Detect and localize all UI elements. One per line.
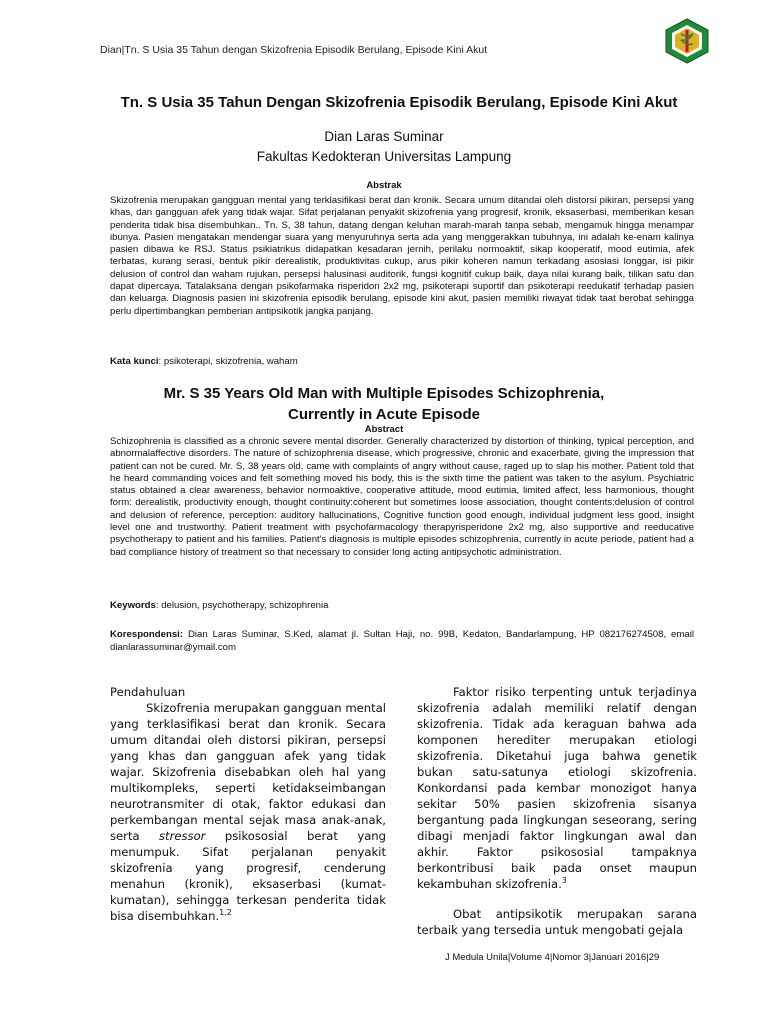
section-heading-introduction: Pendahuluan [110, 685, 186, 699]
antipsychotic-paragraph: Obat antipsikotik merupakan sarana terbaik yang tersedia untuk mengobati gejala [417, 907, 697, 937]
risk-factor-paragraph [417, 684, 697, 892]
running-head: Dian|Tn. S Usia 35 Tahun dengan Skizofrenia Episodik Berulang, Episode Kini Akut [100, 44, 488, 56]
page-footer: J Medula Unila|Volume 4|Nomor 3|Januari 2016|29 [445, 952, 660, 963]
correspondence [110, 628, 694, 654]
correspondence-label: Korespondensi: [110, 629, 184, 640]
correspondence-text: Dian Laras Suminar, S.Ked, alamat jl. Sultan Haji, no. 99B, Kedaton, Bandarlampung, HP 082176274508, email dianlarassuminar@ymail.com [110, 629, 694, 653]
keywords-en-value: : delusion, psychotherapy, schizophrenia [155, 600, 329, 611]
paper-title: Tn. S Usia 35 Tahun Dengan Skizofrenia Episodik Berulang, Episode Kini Akut [120, 94, 678, 111]
intro-text: Skizofrenia merupakan gangguan mental yang terklasifikasi berat dan kronik. Secara umum ditandai oleh distorsi pikiran, persepsi yang khas dan gangguan afek yang tidak wajar. Skizofrenia disebabkan oleh hal yang multikompleks, seperti ketidakseimbangan neurotransmiter di otak, faktor edukasi dan perkembangan mental sejak masa anak-anak, serta [110, 701, 386, 843]
right-column [417, 684, 697, 938]
citation-ref: 1,2 [219, 908, 232, 918]
affiliation: Fakultas Kedokteran Universitas Lampung [256, 149, 512, 164]
intro-paragraph-left [110, 700, 386, 924]
english-title-line1: Mr. S 35 Years Old Man with Multiple Episodes Schizophrenia, [163, 385, 605, 402]
english-abstract-heading: Abstract [364, 424, 404, 435]
keywords-label: Kata kunci [110, 356, 159, 367]
left-column [110, 684, 386, 924]
stressor-italic: stressor [159, 829, 206, 843]
risk-text: Faktor risiko terpenting untuk terjadinya skizofrenia adalah memiliki relatif dengan skizofrenia. Tidak ada keraguan bahwa ada komponen herediter merupakan etiologi skizofrenia. Diketahui juga bahwa genetik bukan satu-satunya etiologi skizofrenia. Konkordansi pada kembar monozigot hanya sekitar 50% pasien skizofrenia sisanya bergantung pada lingkungan seseorang, sering dibagi menjadi faktor lingkungan awal dan akhir. Faktor psikososial tampaknya berkontribusi baik pada onset maupun kekambuhan skizofrenia. [417, 685, 697, 891]
english-abstract-text: Schizophrenia is classified as a chronic severe mental disorder. Generally characterized by distortion of thinking, typical perception, and abnormalaffective disorders. The nature of schizophrenia disease, which progressive, chronic and exacerbate, giving the impression that patient can not be cured. Mr. S, 38 years old, came with complaints of angry without cause, raged up to slap his mother. Patient told that he heard commanding voices and felt something moved his body, this is the sixth time the patient was taken to the asylum. Psychiatric status obtained a clear awareness, behavior normoaktive, cooperative attitude, mood eutimia, limited affect, less harmonious, thought form: derealistik, productivity enough, thought continuity:coherent but sometimes loose association, thought contents:delusion of control and delusion of reference, perception: auditory hallucinations, Cognitive function good enough, individual judgment less good, insight level one and trustworthy. Patient treatment with psychofarmacology therapyrisperidone 2x2 mg, also supportive and reeducative psychotherapy to patient and his families. Patient's diagnosis is multiple episodes schizophrenia, currently in acute periode, patient had a bad compliance history of treatment so that necessary to consider long acting antipsychotic administration. [110, 436, 694, 558]
keywords-value: : psikoterapi, skizofrenia, waham [158, 356, 298, 367]
abstract-text: Skizofrenia merupakan gangguan mental yang terklasifikasi berat dan kronik. Secara umum ditandai oleh distorsi pikiran, persepsi yang khas, dan gangguan afek yang tidak wajar. Sifat perjalanan penyakit skizofrenia yang progresif, kronik, eksaserbasi, memberikan kesan penderita tidak bisa disembuhkan.. Tn. S, 38 tahun, datang dengan keluhan marah-marah tanpa sebab, mengamuk hingga menampar ibunya. Pasien mengatakan mendengar suara yang menyuruhnya serta ada yang menggerakkan tubuhnya, ini adalah ke-enam kalinya pasien dibawa ke RSJ. Status psikiatrikus didapatkan kesadaran jernih, perilaku normoaktif, sikap kooperatif, mood eutimia, afek terbatas, kurang serasi, bentuk pikir derealistik, produktivitas cukup, arus pikir koheren namun terkadang asosiasi longgar, isi pikir delusion of control dan waham rujukan, persepsi halusinasi auditorik, fungsi kognitif cukup baik, daya nilai kurang baik, tilikan satu dan dapat dipercaya. Tatalaksana dengan psikofarmaka risperidon 2x2 mg, psikoterapi suportif dan psikoterapi reedukatif terhadap pasien dan keluarga. Diagnosis pasien ini skizofrenia episodik berulang, episode kini akut, pasien memiliki riwayat tidak taat berobat sehingga perlu dipertimbangkan pemberian antipsikotik jangka panjang. [110, 195, 694, 317]
keywords-id [110, 356, 298, 367]
citation-ref-3: 3 [561, 876, 567, 886]
university-logo [664, 18, 710, 64]
keywords-en-label: Keywords [110, 600, 156, 611]
author-name: Dian Laras Suminar [324, 129, 444, 144]
english-title-line2: Currently in Acute Episode [288, 406, 480, 423]
abstract-heading: Abstrak [366, 180, 402, 191]
intro-text-end: psikososial berat yang menumpuk. Sifat perjalanan penyakit skizofrenia yang progresif, cenderung menahun (kronik), eksaserbasi (kumat-kumatan), sehingga terkesan penderita tidak bisa disembuhkan. [110, 829, 387, 923]
keywords-en [110, 600, 328, 611]
english-title [100, 383, 668, 425]
